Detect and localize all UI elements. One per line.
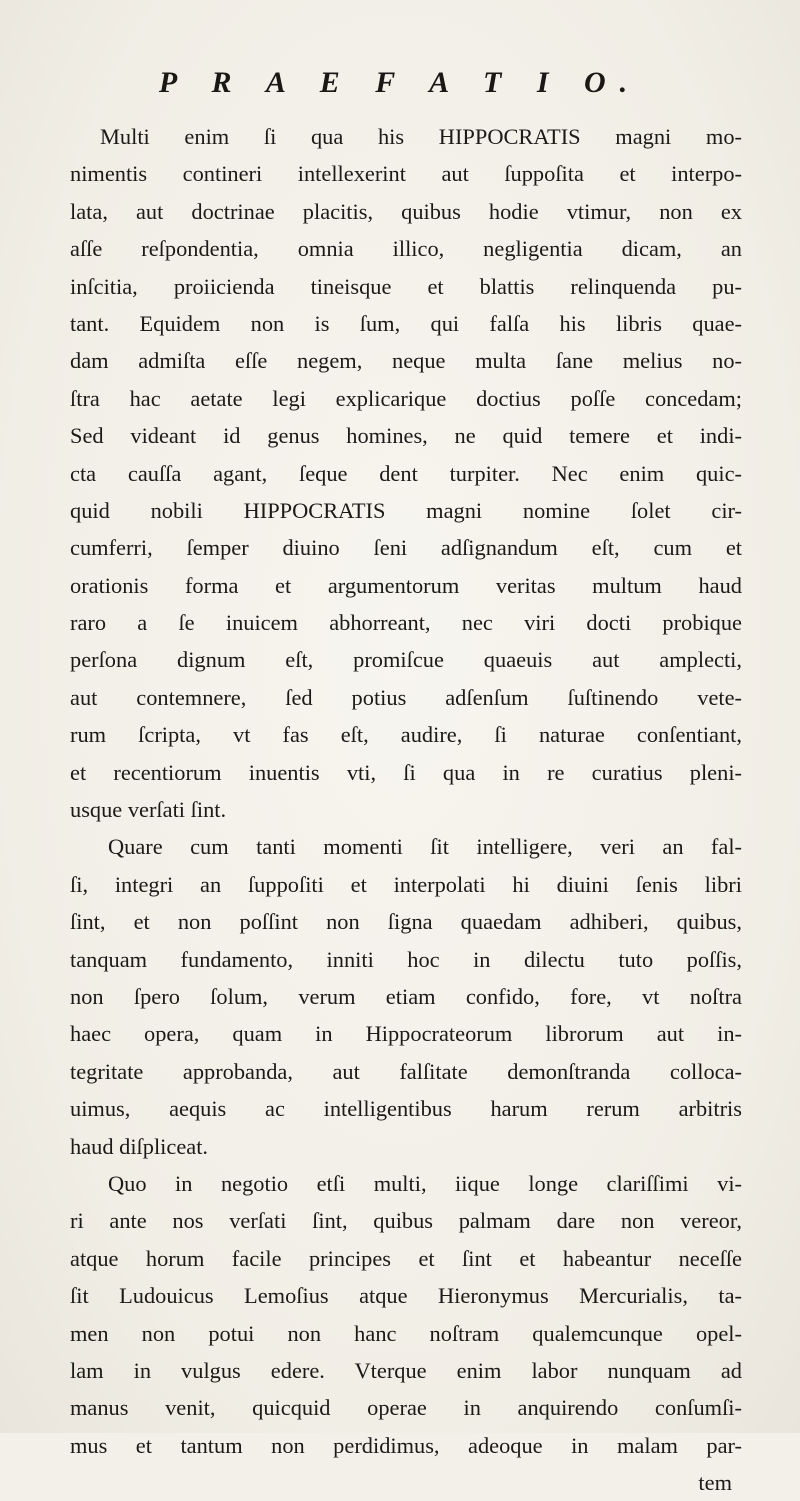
- text-line: cumferri, ſemper diuino ſeni adſignandum eſt, cum et: [70, 535, 742, 561]
- text-line: men non potui non hanc noſtram qualemcunque opel-: [70, 1320, 742, 1346]
- text-line: mus et tantum non perdidimus, adeoque in malam par-: [70, 1432, 742, 1458]
- text-line: et recentiorum inuentis vti, ſi qua in re curatius pleni-: [70, 759, 742, 785]
- text-line: ſit Ludouicus Lemoſius atque Hieronymus Mercurialis, ta-: [70, 1283, 742, 1309]
- text-line: tant. Equidem non is ſum, qui falſa his libris quae-: [70, 310, 742, 336]
- text-line: haec opera, quam in Hippocrateorum librorum aut in-: [70, 1021, 742, 1047]
- text-line: non ſpero ſolum, verum etiam confido, fore, vt noſtra: [70, 983, 742, 1009]
- text-line: raro a ſe inuicem abhorreant, nec viri docti probique: [70, 610, 742, 636]
- text-line: orationis forma et argumentorum veritas multum haud: [70, 572, 742, 598]
- text-line: lam in vulgus edere. Vterque enim labor nunquam ad: [70, 1357, 742, 1383]
- text-line: nimentis contineri intellexerint aut ſuppoſita et interpo-: [70, 161, 742, 187]
- running-head: P R A E F A T I O.: [158, 66, 642, 99]
- text-line: usque verſati ſint.: [70, 797, 227, 823]
- text-line: Quo in negotio etſi multi, iique longe clariſſimi vi-: [108, 1170, 742, 1196]
- text-line: Sed videant id genus homines, ne quid temere et indi-: [70, 423, 742, 449]
- text-line: ſint, et non poſſint non ſigna quaedam adhiberi, quibus,: [70, 909, 742, 935]
- text-line: tegritate approbanda, aut falſitate demonſtranda colloca-: [70, 1058, 742, 1084]
- text-line: rum ſcripta, vt fas eſt, audire, ſi naturae conſentiant,: [70, 722, 742, 748]
- text-line: quid nobili HIPPOCRATIS magni nomine ſolet cir-: [70, 497, 742, 523]
- text-line: atque horum facile principes et ſint et habeantur neceſſe: [70, 1245, 742, 1271]
- text-line: manus venit, quicquid operae in anquirendo conſumſi-: [70, 1395, 742, 1421]
- text-line: ſi, integri an ſuppoſiti et interpolati hi diuini ſenis libri: [70, 871, 742, 897]
- text-line: ſtra hac aetate legi explicarique doctius poſſe concedam;: [70, 385, 742, 411]
- text-line: tanquam fundamento, inniti hoc in dilectu tuto poſſis,: [70, 946, 742, 972]
- text-line: dam admiſta eſſe negem, neque multa ſane melius no-: [70, 348, 742, 374]
- text-line: haud diſpliceat.: [70, 1133, 209, 1159]
- text-line: aut contemnere, ſed potius adſenſum ſuſtinendo vete-: [70, 684, 742, 710]
- text-line: perſona dignum eſt, promiſcue quaeuis aut amplecti,: [70, 647, 742, 673]
- catchword: tem: [698, 1470, 732, 1496]
- text-line: Quare cum tanti momenti ſit intelligere, veri an fal-: [108, 834, 742, 860]
- text-line: inſcitia, proiicienda tineisque et blattis relinquenda pu-: [70, 273, 742, 299]
- text-line: lata, aut doctrinae placitis, quibus hodie vtimur, non ex: [70, 198, 742, 224]
- text-line: cta cauſſa agant, ſeque dent turpiter. Nec enim quic-: [70, 460, 742, 486]
- text-line: uimus, aequis ac intelligentibus harum rerum arbitris: [70, 1096, 742, 1122]
- text-line: aſſe reſpondentia, omnia illico, negligentia dicam, an: [70, 236, 742, 262]
- body-text: [70, 118, 742, 1501]
- text-line: ri ante nos verſati ſint, quibus palmam dare non vereor,: [70, 1208, 742, 1234]
- text-line: Multi enim ſi qua his HIPPOCRATIS magni mo-: [100, 124, 742, 149]
